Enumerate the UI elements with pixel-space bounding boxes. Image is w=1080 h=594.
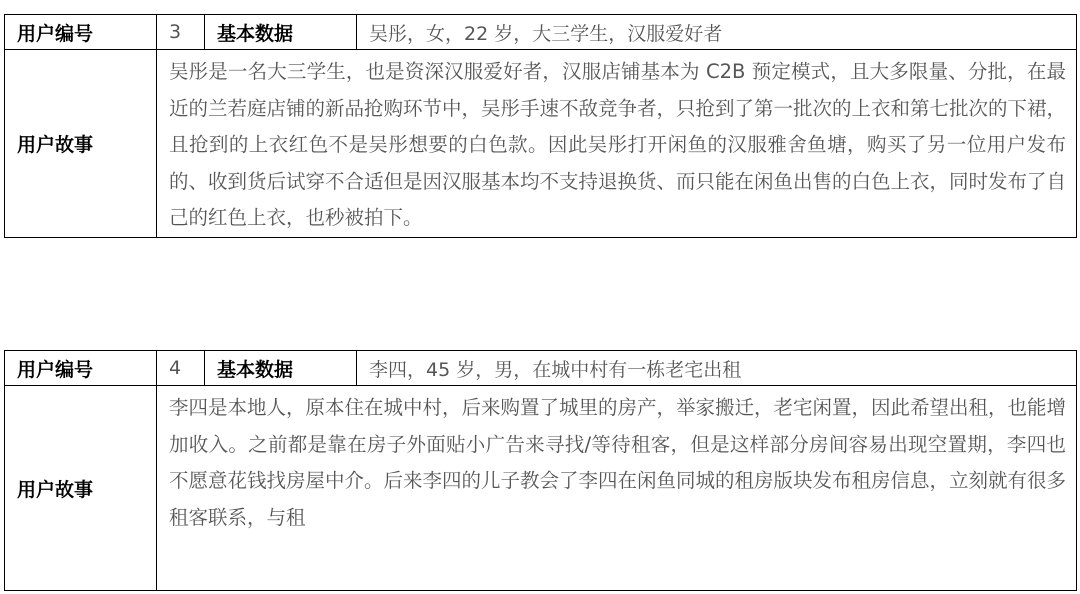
- user-id-label: 用户编号: [5, 15, 157, 50]
- story-row: [5, 386, 1077, 591]
- user-story-card: [4, 350, 1077, 591]
- user-story-text: 李四是本地人，原本住在城中村，后来购置了城里的房产，举家搬迁，老宅闲置，因此希望出租，也能增加收入。之前都是靠在房子外面贴小广告来寻找/等待租客，但是这样部分房间容易出现空置期，李四也不愿意花钱找房屋中介。后来李四的儿子教会了李四在闲鱼同城的租房版块发布租房信息，立刻就有很多租客联系，与租: [157, 386, 1077, 591]
- header-row: [5, 15, 1077, 50]
- basic-data-value: 吴彤，女，22 岁，大三学生，汉服爱好者: [357, 15, 1077, 50]
- user-story-label: 用户故事: [5, 386, 157, 591]
- user-story-label: 用户故事: [5, 50, 157, 238]
- story-row: [5, 50, 1077, 238]
- user-id-label: 用户编号: [5, 351, 157, 386]
- user-id-value: 4: [157, 351, 205, 386]
- basic-data-label: 基本数据: [205, 351, 357, 386]
- user-story-text: 吴彤是一名大三学生，也是资深汉服爱好者，汉服店铺基本为 C2B 预定模式，且大多限量、分批，在最近的兰若庭店铺的新品抢购环节中，吴彤手速不敌竞争者，只抢到了第一批次的上衣和第七批次的下裙，且抢到的上衣红色不是吴彤想要的白色款。因此吴彤打开闲鱼的汉服雅舍鱼塘，购买了另一位用户发布的、收到货后试穿不合适但是因汉服基本均不支持退换货、而只能在闲鱼出售的白色上衣，同时发布了自己的红色上衣，也秒被拍下。: [157, 50, 1077, 238]
- basic-data-label: 基本数据: [205, 15, 357, 50]
- header-row: [5, 351, 1077, 386]
- user-story-card: [4, 14, 1077, 238]
- user-id-value: 3: [157, 15, 205, 50]
- basic-data-value: 李四，45 岁，男，在城中村有一栋老宅出租: [357, 351, 1077, 386]
